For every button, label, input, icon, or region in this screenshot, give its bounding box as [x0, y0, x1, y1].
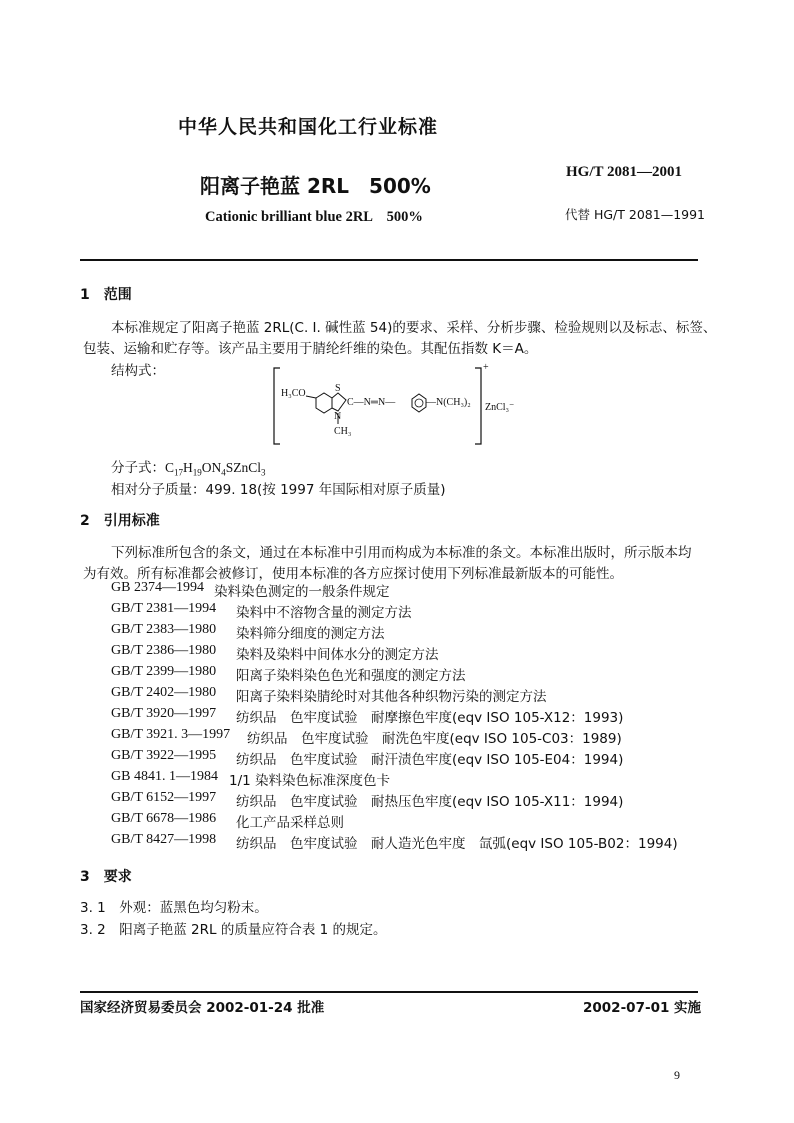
formula-c: C — [165, 460, 175, 475]
standard-code: GB 2374—1994 — [111, 580, 204, 595]
page-number: 9 — [674, 1068, 680, 1082]
formula-c-count: 17 — [174, 467, 184, 478]
standard-code: GB/T 2381—1994 — [111, 601, 217, 616]
azo-bridge: C—N═N— — [347, 397, 396, 408]
standard-code: GB 4841. 1—1984 — [111, 769, 218, 784]
standard-title: 纺织品 色牢度试验 耐人造光色牢度 氙弧(eqv ISO 105-B02：1994) — [236, 836, 678, 852]
requirement-3-1: 3. 1 外观：蓝黑色均匀粉末。 — [80, 900, 268, 916]
standard-title: 1/1 染料染色标准深度色卡 — [229, 773, 391, 789]
document-title-cn: 阳离子艳蓝 2RL 500% — [200, 174, 431, 198]
section-2-para-line1: 下列标准所包含的条文，通过在本标准中引用而构成为本标准的条文。本标准出版时，所示版本均 — [111, 545, 692, 561]
standard-title: 染料及染料中间体水分的测定方法 — [236, 647, 439, 663]
replaces-note: 代替 HG/T 2081—1991 — [565, 207, 706, 222]
formula-h-count: 19 — [192, 467, 202, 478]
issuing-standard-title: 中华人民共和国化工行业标准 — [178, 116, 439, 138]
standard-code: GB/T 2386—1980 — [111, 643, 217, 658]
standard-title: 纺织品 色牢度试验 耐摩擦色牢度(eqv ISO 105-X12：1993) — [236, 710, 624, 726]
molecular-formula-label: 分子式： — [111, 460, 165, 476]
relative-molecular-mass: 相对分子质量：499. 18(按 1997 年国际相对原子质量) — [111, 482, 446, 498]
section-2-heading: 2 引用标准 — [80, 513, 160, 529]
standard-number: HG/T 2081—2001 — [566, 164, 682, 180]
standard-code: GB/T 3921. 3—1997 — [111, 727, 231, 742]
standard-title: 纺织品 色牢度试验 耐热压色牢度(eqv ISO 105-X11：1994) — [236, 794, 624, 810]
standard-title: 化工产品采样总则 — [236, 815, 344, 831]
standard-code: GB/T 2383—1980 — [111, 622, 217, 637]
standard-title: 染料染色测定的一般条件规定 — [214, 584, 390, 600]
formula-n-count: 4 — [221, 467, 226, 478]
standard-title: 阳离子染料染腈纶时对其他各种织物污染的测定方法 — [236, 689, 547, 705]
counter-anion: ZnCl₃⁻ — [485, 402, 515, 413]
formula-on: ON — [201, 460, 222, 475]
approval-line: 国家经济贸易委员会 2002-01-24 批准 — [80, 1000, 325, 1016]
standard-code: GB/T 2399—1980 — [111, 664, 217, 679]
header-rule — [80, 259, 698, 261]
section-1-heading: 1 范围 — [80, 287, 132, 303]
document-title-en: Cationic brilliant blue 2RL 500% — [205, 209, 423, 225]
standard-code: GB/T 8427—1998 — [111, 832, 217, 847]
standard-title: 染料筛分细度的测定方法 — [236, 626, 385, 642]
standard-title: 纺织品 色牢度试验 耐汗渍色牢度(eqv ISO 105-E04：1994) — [236, 752, 624, 768]
effective-date: 2002-07-01 实施 — [583, 1000, 702, 1016]
sulfur-atom: S — [335, 383, 341, 394]
cation-charge: + — [483, 362, 489, 373]
standard-title: 染料中不溶物含量的测定方法 — [236, 605, 412, 621]
standard-code: GB/T 6678—1986 — [111, 811, 217, 826]
standard-code: GB/T 2402—1980 — [111, 685, 217, 700]
standard-code: GB/T 3922—1995 — [111, 748, 217, 763]
dimethylamino-group: —N(CH₃)₂ — [426, 397, 471, 408]
ring-nitrogen: N — [334, 411, 342, 422]
requirement-3-2: 3. 2 阳离子艳蓝 2RL 的质量应符合表 1 的规定。 — [80, 922, 387, 938]
structure-label: 结构式： — [111, 363, 165, 379]
methoxy-group: H₃CO — [281, 388, 306, 399]
formula-szncl: SZnCl — [225, 460, 262, 475]
molecular-formula — [111, 456, 266, 478]
structural-formula — [272, 362, 522, 446]
standard-code: GB/T 6152—1997 — [111, 790, 217, 805]
standard-code: GB/T 3920—1997 — [111, 706, 217, 721]
section-2-para-line2: 为有效。所有标准都会被修订，使用本标准的各方应探讨使用下列标准最新版本的可能性。 — [83, 566, 623, 582]
section-1-para-line2: 包装、运输和贮存等。该产品主要用于腈纶纤维的染色。其配伍指数 K＝A。 — [83, 341, 538, 357]
formula-h: H — [183, 460, 193, 475]
n-methyl-group: CH₃ — [334, 426, 352, 437]
standard-title: 阳离子染料染色色光和强度的测定方法 — [236, 668, 466, 684]
section-1-para-line1: 本标准规定了阳离子艳蓝 2RL(C. I. 碱性蓝 54)的要求、采样、分析步骤、检验规则以及标志、标签、 — [111, 320, 717, 336]
formula-cl-count: 3 — [261, 467, 266, 478]
section-3-heading: 3 要求 — [80, 869, 132, 885]
standard-title: 纺织品 色牢度试验 耐洗色牢度(eqv ISO 105-C03：1989) — [247, 731, 622, 747]
footer-rule — [80, 991, 698, 993]
